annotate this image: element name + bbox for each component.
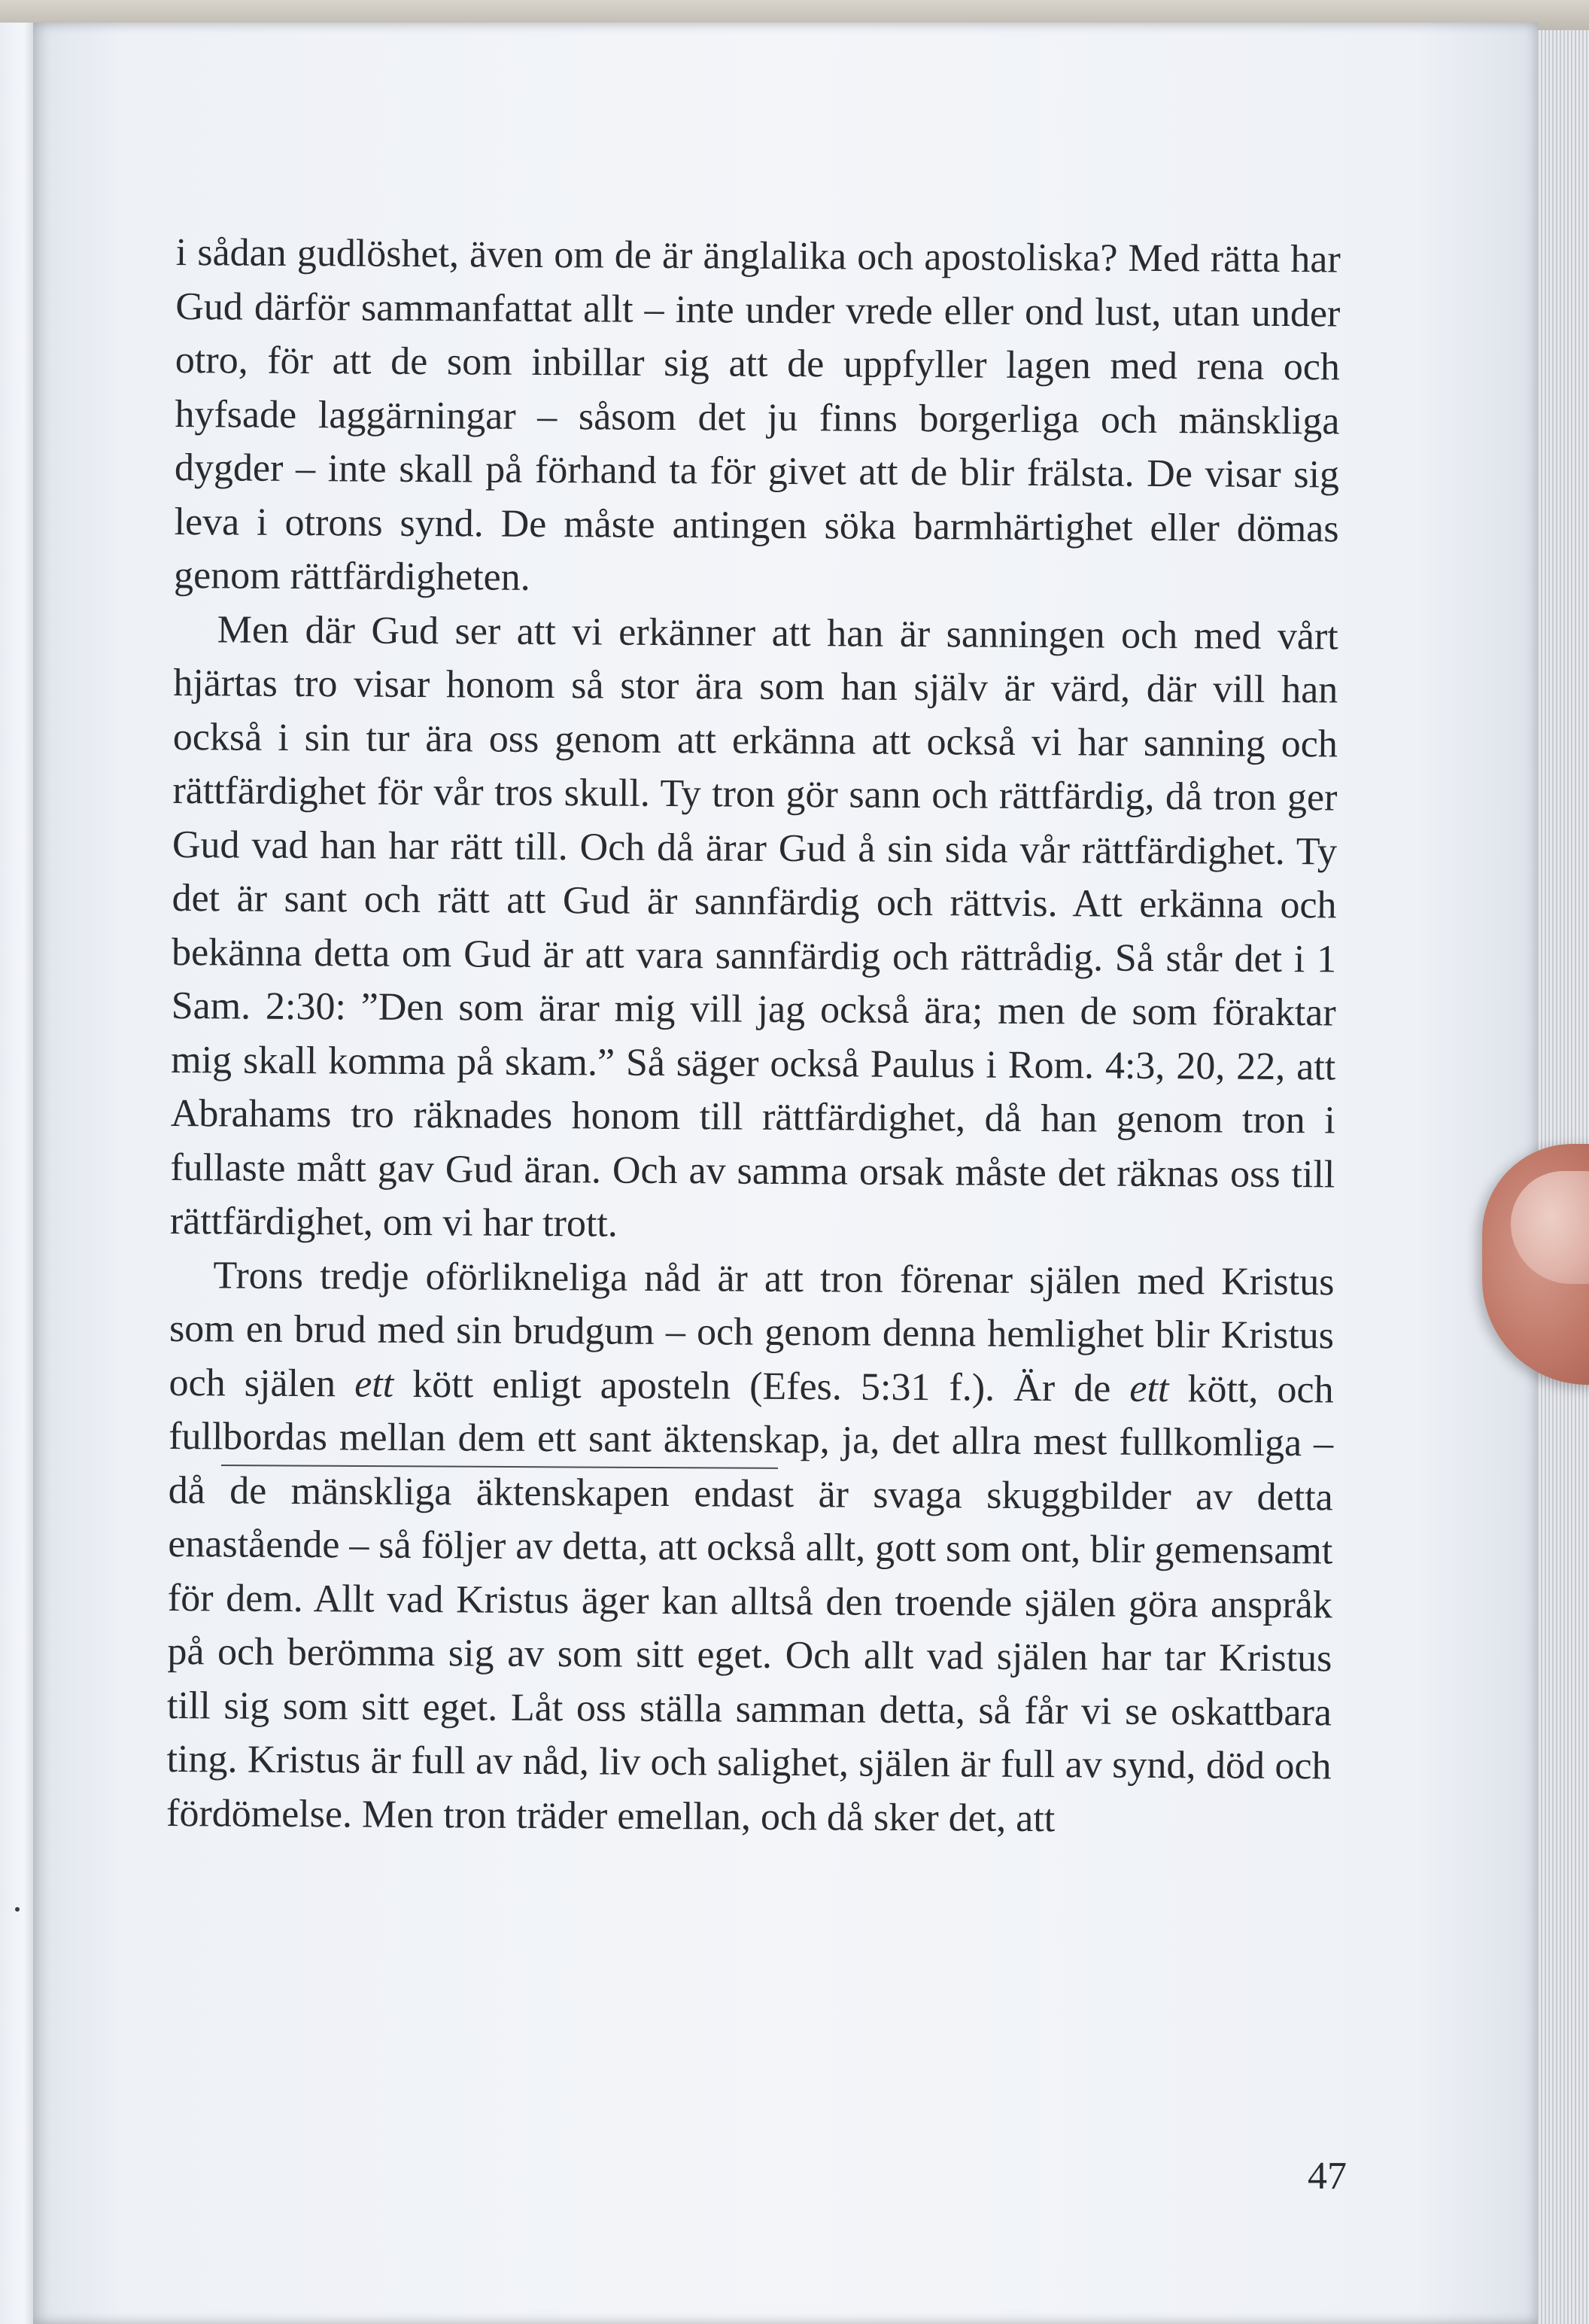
paragraph-2: Men där Gud ser att vi erkänner att han är sanningen och med vårt hjärtas tro visar honom så stor ära som han själv är värd, där vill han också i sin tur ära oss genom att erkänna att också vi har sanning och rättfärdighet för vår tros skull. Ty tron gör sann och rättfärdig, då tron ger Gud vad han har rätt till. Och då ärar Gud å sin sida vår rättfärdighet. Ty det är sant och rätt att Gud är sannfärdig och rättvis. Att erkänna och bekänna detta om Gud är att vara sannfärdig och rättrådig. Så står det i 1 Sam. 2:30: ”Den som ärar mig vill jag också ära; men de som föraktar mig skall komma på skam.” Så säger också Paulus i Rom. 4:3, 20, 22, att Abrahams tro räknades honom till rättfärdighet, då han genom tron i fullaste mått gav Gud äran. Och av samma orsak måste det räknas oss till rättfärdighet, om vi har trott. (169, 607, 1338, 1246)
paragraph-1: i sådan gudlöshet, även om de är änglalika och apostoliska? Med rätta har Gud därför sammanfattat allt – inte under vrede eller ond lust, utan under otro, för att de som inbillar sig att de uppfyller lagen med rena och hyfsade laggärningar – såsom det ju finns borgerliga och mänskliga dygder – inte skall på förhand ta för givet att de blir frälsta. De visar sig leva i otrons synd. De måste antingen söka barmhärtighet eller dömas genom rättfärdigheten. (173, 230, 1341, 599)
paragraph-3-part-3: kött enligt aposteln (Efes. 5:31 f.). Är de (393, 1362, 1130, 1410)
paragraph-3-part-5: kött, och fullbordas mellan dem ett sant äktenskap, ja, det allra mest fullkomliga – då de mänskliga äktenskapen endast är svaga skuggbilder av detta enastående – så följer av detta, att också allt, gott som ont, blir gemensamt för dem. Allt vad Kristus äger kan alltså den troende själen göra anspråk på och berömma sig av som sitt eget. Och allt vad själen har tar Kristus till sig som sitt eget. Låt oss ställa samman detta, så får vi se oskattbara ting. Kristus är full av nåd, liv och salighet, själen är full av synd, död och fördömelse. Men tron träder emellan, och då sker det, att (166, 1367, 1334, 1840)
paragraph-3-part-1: Trons tredje oförlikneliga nåd är att tron förenar själen med Kristus som en brud med sin brudgum – och genom denna hemlighet blir Kristus och själen (169, 1253, 1335, 1405)
page-body-text (166, 226, 1341, 1847)
paragraph-3 (166, 1248, 1335, 1847)
emphasis-ett-2: ett (1129, 1367, 1169, 1410)
margin-speck (15, 1907, 20, 1912)
page-number: 47 (1308, 2155, 1347, 2198)
emphasis-ett-1: ett (354, 1361, 394, 1406)
